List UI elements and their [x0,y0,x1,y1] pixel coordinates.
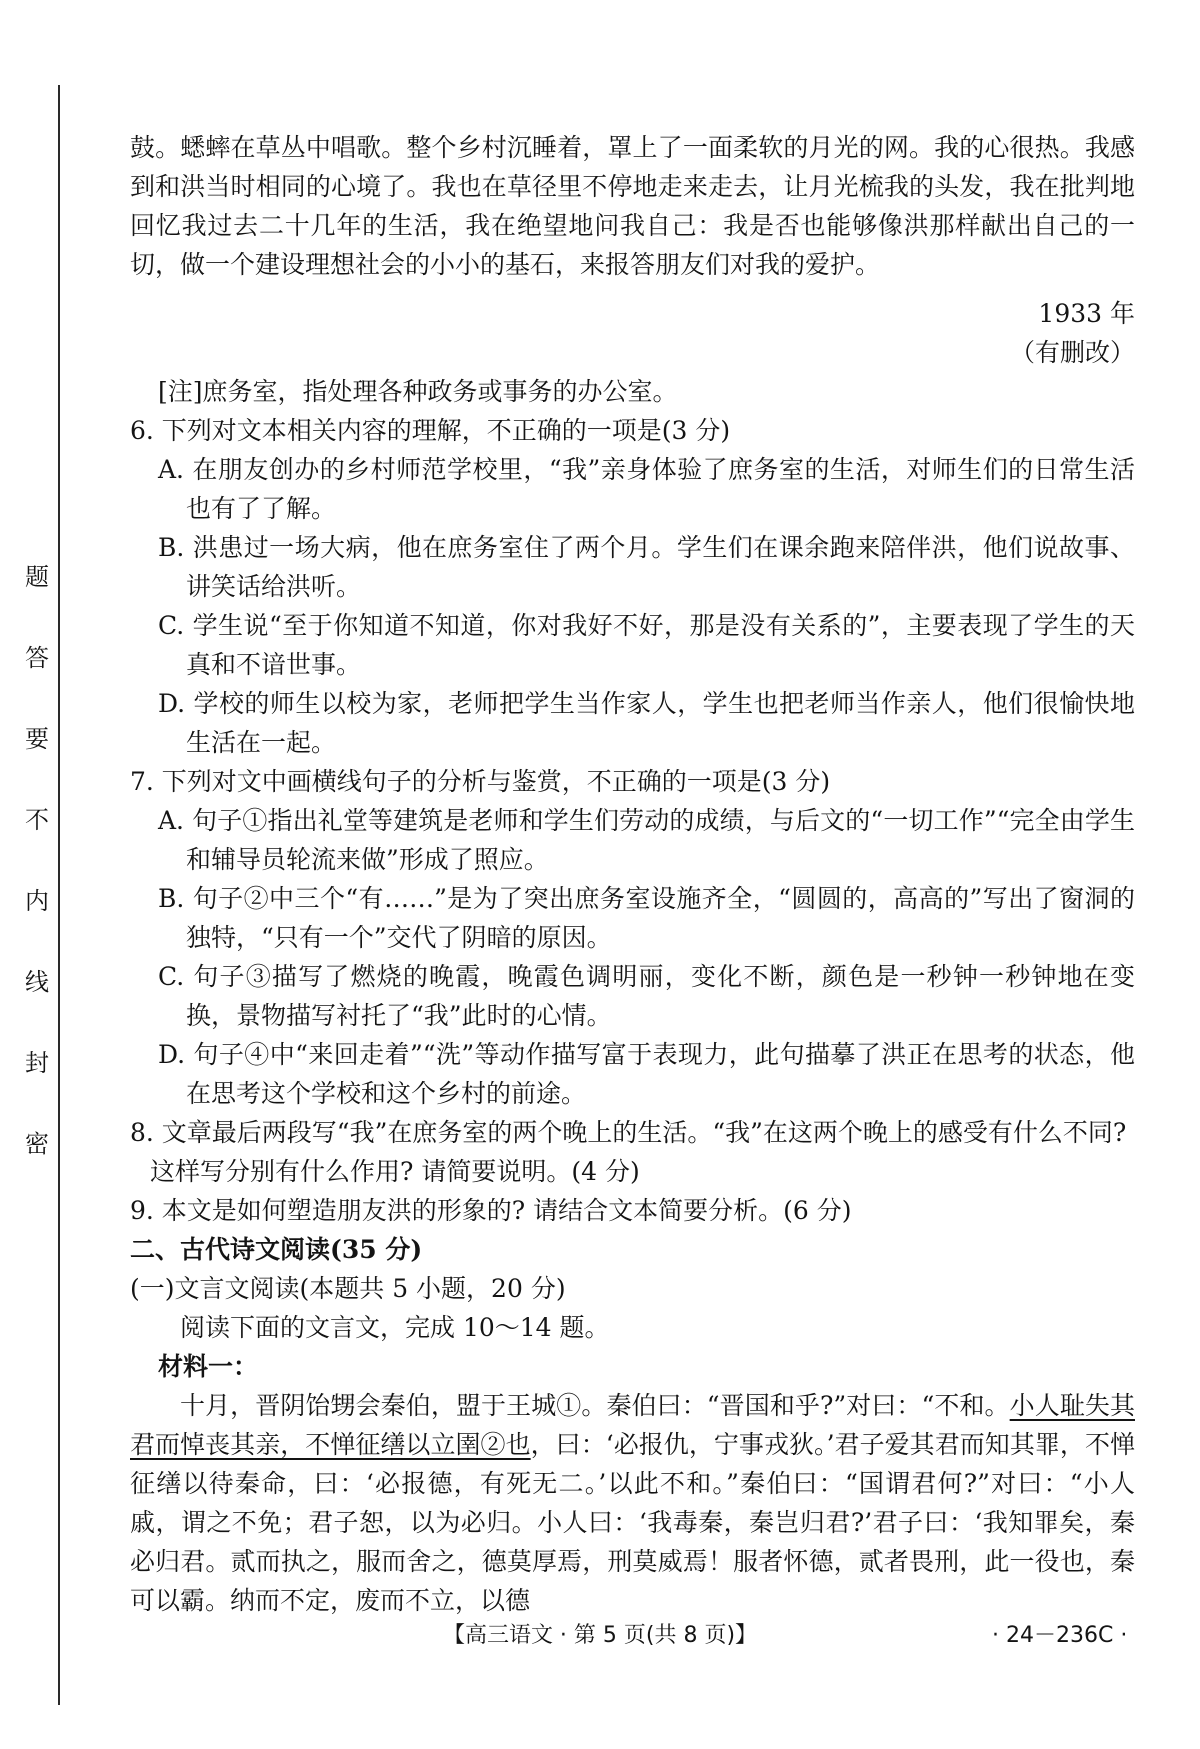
margin-char: 要 [25,725,49,753]
passage-footnote: [注]庶务室，指处理各种政务或事务的办公室。 [158,377,678,406]
question-6 [130,411,1135,762]
passage-date: 1933 年 [1038,299,1135,328]
question-7 [130,762,1135,1113]
question-7-option-b: B. 句子②中三个“有……”是为了突出庶务室设施齐全，“圆圆的，高高的”写出了窗洞的独特，“只有一个”交代了阴暗的原因。 [158,884,1135,952]
question-7-option-c: C. 句子③描写了燃烧的晚霞，晚霞色调明丽，变化不断，颜色是一秒钟一秒钟地在变换，景物描写衬托了“我”此时的心情。 [158,962,1135,1030]
question-6-option-a: A. 在朋友创办的乡村师范学校里，“我”亲身体验了庶务室的生活，对师生们的日常生活也有了了解。 [158,455,1135,523]
section-2-instruction: 阅读下面的文言文，完成 10～14 题。 [180,1313,610,1342]
classical-text-paragraph [130,1386,1135,1620]
margin-char: 线 [25,968,49,996]
section-2-title: 二、古代诗文阅读(35 分) [130,1235,423,1264]
page-content [130,128,1135,1620]
material-1-label: 材料一： [158,1352,259,1381]
margin-char: 答 [25,644,49,672]
question-7-option-a: A. 句子①指出礼堂等建筑是老师和学生们劳动的成绩，与后文的“一切工作”“完全由学生和辅导员轮流来做”形成了照应。 [158,806,1135,874]
margin-char: 内 [25,887,49,915]
classical-text-rest: ，曰：‘必报仇，宁事戎狄。’君子爱其君而知其罪，不惮征缮以待秦命，曰：‘必报德，有死无二。’以此不和。”秦伯曰：“国谓君何?”对曰：“小人戚，谓之不免；君子恕，以为必归。小人曰：‘我毒秦，秦岂归君?’君子曰：‘我知罪矣，秦必归君。贰而执之，服而舍之，德莫厚焉，刑莫威焉！服者怀德，贰者畏刑，此一役也，秦可以霸。纳而不定，废而不立，以德 [130,1430,1135,1615]
margin-char: 封 [25,1049,49,1077]
binding-margin-line [58,85,60,1705]
passage-paragraph: 鼓。蟋蟀在草丛中唱歌。整个乡村沉睡着，罩上了一面柔软的月光的网。我的心很热。我感到和洪当时相同的心境了。我也在草径里不停地走来走去，让月光梳我的头发，我在批判地回忆我过去二十几年的生活，我在绝望地问我自己：我是否也能够像洪那样献出自己的一切，做一个建设理想社会的小小的基石，来报答朋友们对我的爱护。 [130,133,1135,279]
classical-text-lead: 十月，晋阴饴甥会秦伯，盟于王城①。秦伯曰：“晋国和乎?”对曰：“不和。 [180,1391,1010,1420]
exam-code: · 24－236C · [992,1623,1128,1648]
question-9: 9. 本文是如何塑造朋友洪的形象的? 请结合文本简要分析。(6 分) [130,1196,852,1225]
margin-char: 题 [25,563,49,591]
classical-text-underlined-sentence: 小人耻失其君而悼丧其亲，不惮征缮以立圉②也 [130,1391,1135,1459]
question-8 [130,1113,1135,1191]
question-6-option-b: B. 洪患过一场大病，他在庶务室住了两个月。学生们在课余跑来陪伴洪，他们说故事、讲笑话给洪听。 [158,533,1135,601]
question-6-option-c: C. 学生说“至于你知道不知道，你对我好不好，那是没有关系的”，主要表现了学生的天真和不谙世事。 [158,611,1135,679]
section-2-subtitle: (一)文言文阅读(本题共 5 小题，20 分) [130,1274,566,1303]
question-6-stem: 6. 下列对文本相关内容的理解，不正确的一项是(3 分) [130,416,731,445]
margin-char: 密 [25,1130,49,1158]
page-footer: 【高三语文 · 第 5 页(共 8 页)】 [442,1623,758,1648]
question-6-option-d: D. 学校的师生以校为家，老师把学生当作家人，学生也把老师当作亲人，他们很愉快地生活在一起。 [158,689,1135,757]
question-7-option-d: D. 句子④中“来回走着”“洗”等动作描写富于表现力，此句描摹了洪正在思考的状态，他在思考这个学校和这个乡村的前途。 [158,1040,1135,1108]
passage-edited-note: （有删改） [1009,338,1135,367]
question-8-line-1: 8. 文章最后两段写“我”在庶务室的两个晚上的生活。“我”在这两个晚上的感受有什么不同? [130,1118,1127,1147]
question-8-line-2: 这样写分别有什么作用? 请简要说明。(4 分) [150,1157,640,1186]
question-7-stem: 7. 下列对文中画横线句子的分析与鉴赏，不正确的一项是(3 分) [130,767,831,796]
margin-char: 不 [25,806,49,834]
binding-margin-warning [22,565,52,1213]
